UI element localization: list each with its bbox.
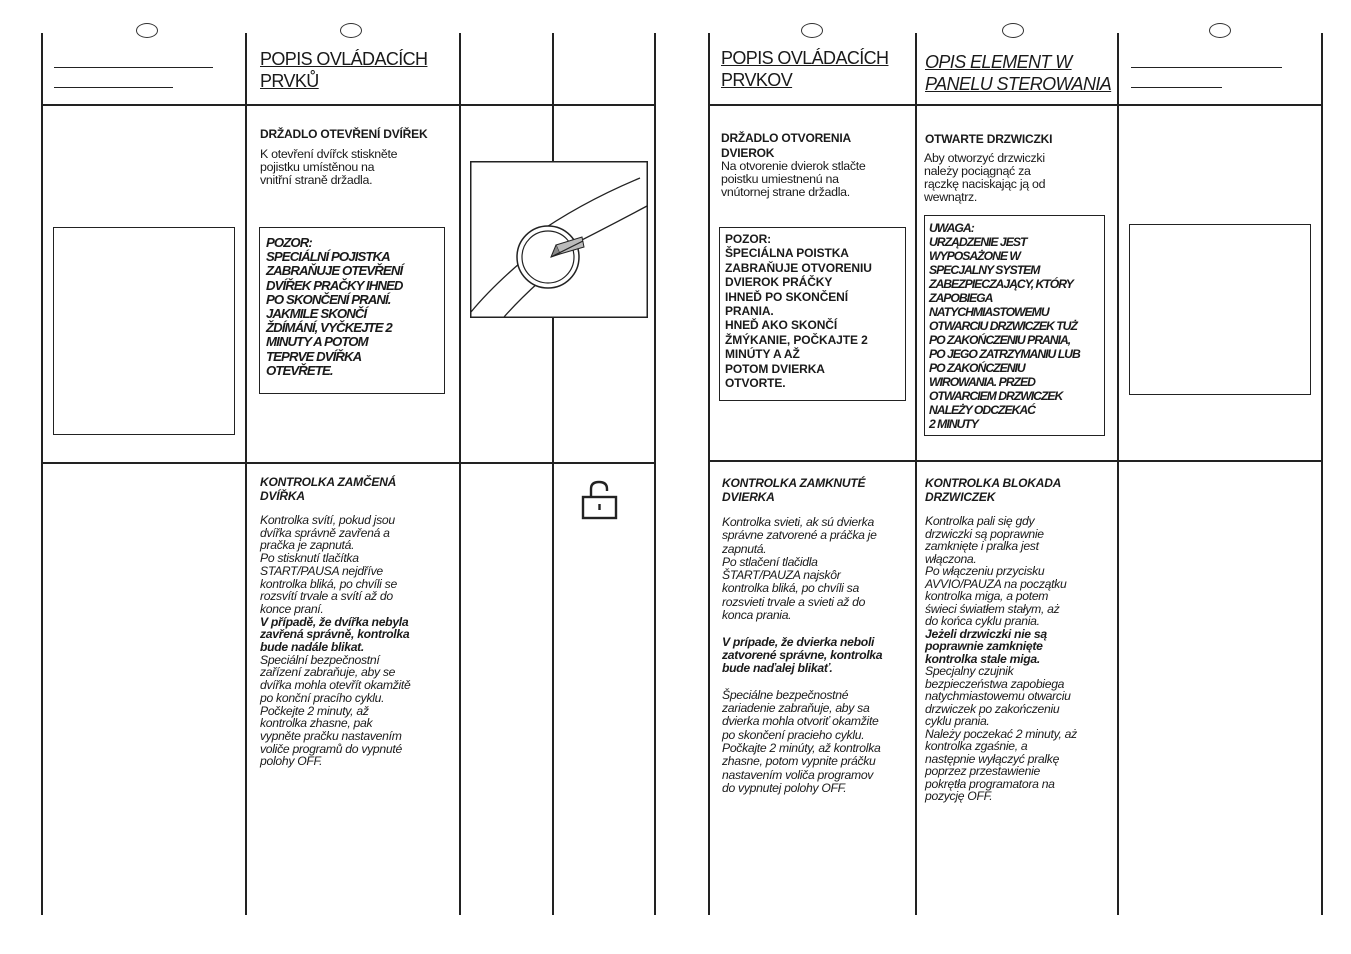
warning-text-sk: POZOR: ŠPECIÁLNA POISTKA ZABRAŇUJE OTVORENIU DVIEROK PRÁČKY IHNEĎ PO SKONČENÍ PRANIA. HNEĎ AKO SKONČÍ ŽMÝKANIE, POČKAJTE 2 MINÚTY A AŽ POTOM DVIERKA OTVORTE. [725,232,872,391]
section-text-sk-lock-part1: Kontrolka svieti, ak sú dvierka správne zatvorené a práčka je zapnutá. Po stlačení tlačidla ŠTART/PAUZA najskôr kontrolka bliká, po chvíli sa rozsvieti trvale a svieti až do konca prania. [722,515,877,623]
language-flag-oval [340,23,362,38]
empty-placeholder-box [53,227,235,435]
section-title-sk-handle: DRŽADLO OTVORENIA DVIEROK [721,131,851,160]
grid-line [41,104,655,106]
page-title-pl: OPIS ELEMENT W PANELU STEROWANIA [925,52,1112,94]
section-text-cz-lock-part2: Speciální bezpečnostní zařízení zabraňuje, aby se dvířka mohla otevřít okamžitě po konční pracího cyklu. Počkejte 2 minuty, až kontrolka zhasne, pak vypněte pračku nastavením voliče programů do vypnuté polohy OFF. [260,652,411,769]
grid-line [1117,33,1119,915]
section-title-pl-lock: KONTROLKA BLOKADA DRZWICZEK [925,476,1062,504]
grid-line [654,33,656,915]
empty-placeholder-box [1129,224,1311,395]
section-text-pl-handle: Aby otworzyć drzwiczki należy pociągnąć za rączkę naciskając ją od wewnątrz. [924,151,1046,204]
grid-line [1321,33,1323,915]
language-flag-oval [1002,23,1024,38]
door-handle-illustration [470,161,648,318]
section-title-sk-lock: KONTROLKA ZAMKNUTÉ DVIERKA [722,476,866,504]
page-title-cz: POPIS OVLÁDACÍCH PRVKŮ [260,49,428,91]
grid-line [245,33,247,915]
warning-text-pl: UWAGA: URZĄDZENIE JEST WYPOSAŻONE W SPECJALNY SYSTEM ZABEZPIECZAJĄCY, KTÓRY ZAPOBIEGA NATYCHMIASTOWEMU OTWARCIU DRZWICZEK TUŻ PO ZAKOŃCZENIU PRANIA, PO JEGO ZATRZYMANIU LUB PO ZAKOŃCZENIU WIROWANIA. PRZED OTWARCIEM DRZWICZEK NALEŻY ODCZEKAĆ 2 MINUTY [929,221,1080,431]
grid-line [708,460,1322,462]
grid-line [708,104,1322,106]
blank-title-line [54,87,173,88]
language-flag-oval [801,23,823,38]
grid-line [708,33,710,915]
language-flag-oval [136,23,158,38]
section-text-sk-lock-part2: Špeciálne bezpečnostné zariadenie zabraňuje, aby sa dvierka mohla otvoriť okamžite po skončení pracieho cyklu. Počkajte 2 minúty, až kontrolka zhasne, potom vypnite práčku nastavením voliča programov do vypnutej polohy OFF. [722,687,881,795]
grid-line [915,33,917,915]
section-text-pl-lock-part1: Kontrolka pali się gdy drzwiczki są poprawnie zamknięte i pralka jest włączona. Po włączeniu przycisku AVVIO/PAUZA na początku kontrolka miga, a potem świeci światłem stałym, aż do końca cyklu prania. [925,514,1067,628]
section-title-pl-handle: OTWARTE DRZWICZKI [925,132,1053,146]
blank-title-line [54,67,213,68]
padlock-open-icon [580,479,620,523]
section-text-sk-lock [722,516,912,795]
section-text-pl-lock [925,515,1115,803]
grid-line [41,462,655,464]
section-text-cz-lock-bold: V případě, že dvířka nebyla zavřená správně, kontrolka bude nadále blikat. [260,614,410,655]
section-text-pl-lock-bold: Jeżeli drzwiczki nie są poprawnie zamknięte kontrolka stale miga. [925,626,1047,666]
grid-line [459,33,461,915]
section-title-cz-handle: DRŽADLO OTEVŘENÍ DVÍŘEK [260,127,428,141]
section-text-sk-handle: Na otvorenie dvierok stlačte poistku umiestnenú na vnútornej strane držadla. [721,159,866,199]
blank-title-line [1131,67,1282,68]
grid-line [41,33,43,915]
page-title-sk: POPIS OVLÁDACÍCH PRVKOV [721,48,889,90]
section-text-cz-lock-part1: Kontrolka svítí, pokud jsou dvířka správně zavřená a pračka je zapnutá. Po stisknutí tlačítka START/PAUSA nejdříve kontrolka bliká, po chvíli se rozsvítí trvale a svítí až do konce praní. [260,513,397,616]
blank-title-line [1131,87,1222,88]
section-text-pl-lock-part2: Specjalny czujnik bezpieczeństwa zapobiega natychmiastowemu otwarciu drzwiczek po zakończeniu cyklu prania. Należy poczekać 2 minuty, aż kontrolka zgaśnie, a następnie wyłączyć pralkę poprzez przestawienie pokrętła programatora na pozycję OFF. [925,664,1077,803]
section-title-cz-lock: KONTROLKA ZAMČENÁ DVÍŘKA [260,475,397,503]
section-text-cz-lock [260,514,455,768]
language-flag-oval [1209,23,1231,38]
section-text-sk-lock-bold: V prípade, že dvierka neboli zatvorené správne, kontrolka bude naďalej blikať. [722,634,883,676]
warning-text-cz: POZOR: SPECIÁLNÍ POJISTKA ZABRAŇUJE OTEVŘENÍ DVÍŘEK PRAČKY IHNED PO SKONČENÍ PRANÍ. JAKMILE SKONČÍ ŽDÍMÁNÍ, VYČKEJTE 2 MINUTY A POTOM TEPRVE DVÍŘKA OTEVŘETE. [266,235,403,378]
section-text-cz-handle: K otevření dvířck stiskněte pojistku umístěnou na vnitřní straně držadla. [260,147,398,187]
